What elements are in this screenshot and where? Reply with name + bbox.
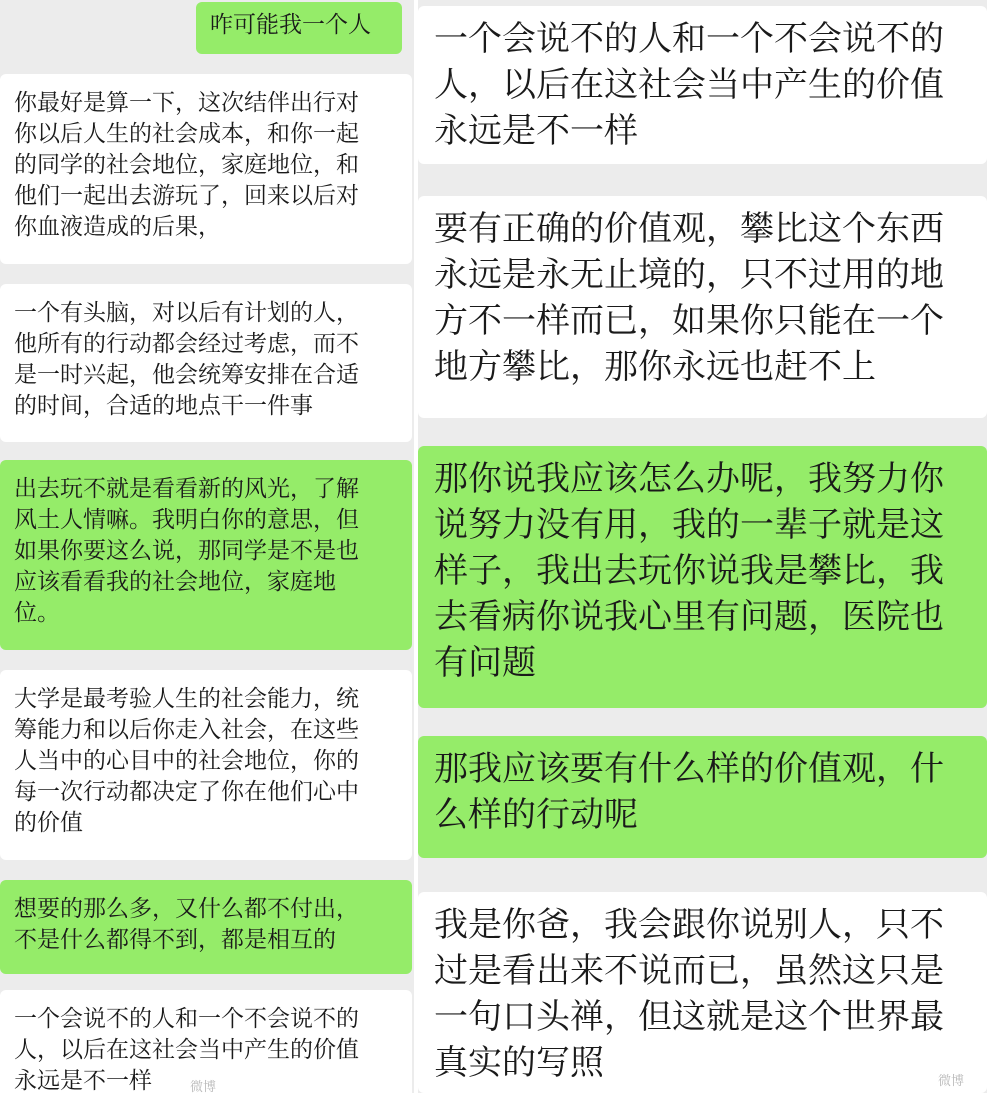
chat-bubble-other: 一个会说不的人和一个不会说不的 人，以后在这社会当中产生的价值 永远是不一样 bbox=[418, 6, 987, 164]
chat-bubble-self: 咋可能我一个人 bbox=[196, 2, 402, 54]
chat-bubble-other: 你最好是算一下，这次结伴出行对 你以后人生的社会成本，和你一起 的同学的社会地位，家庭地位，和 他们一起出去游玩了，回来以后对 你血液造成的后果， bbox=[0, 74, 412, 264]
chat-bubble-other: 要有正确的价值观，攀比这个东西 永远是永无止境的，只不过用的地 方不一样而已，如果你只能在一个 地方攀比，那你永远也赶不上 bbox=[418, 196, 987, 418]
right-screenshot-panel bbox=[418, 0, 987, 1093]
chat-bubble-other: 一个会说不的人和一个不会说不的 人，以后在这社会当中产生的价值 永远是不一样 bbox=[0, 990, 412, 1093]
chat-bubble-other: 一个有头脑，对以后有计划的人， 他所有的行动都会经过考虑，而不 是一时兴起，他会统筹安排在合适 的时间，合适的地点干一件事 bbox=[0, 284, 412, 442]
watermark-text: 微博 bbox=[190, 1080, 217, 1093]
chat-bubble-other: 我是你爸，我会跟你说别人，只不 过是看出来不说而已，虽然这只是 一句口头禅，但这就是这个世界最 真实的写照 bbox=[418, 892, 987, 1093]
chat-bubble-self: 出去玩不就是看看新的风光，了解 风土人情嘛。我明白你的意思，但 如果你要这么说，那同学是不是也 应该看看我的社会地位，家庭地 位。 bbox=[0, 460, 412, 650]
chat-bubble-self: 想要的那么多，又什么都不付出， 不是什么都得不到，都是相互的 bbox=[0, 880, 412, 974]
chat-bubble-other: 大学是最考验人生的社会能力，统 筹能力和以后你走入社会，在这些 人当中的心目中的社会地位，你的 每一次行动都决定了你在他们心中 的价值 bbox=[0, 670, 412, 860]
watermark-text: 微博 bbox=[938, 1074, 965, 1089]
chat-bubble-self: 那我应该要有什么样的价值观，什 么样的行动呢 bbox=[418, 736, 987, 858]
chat-bubble-self: 那你说我应该怎么办呢，我努力你 说努力没有用，我的一辈子就是这 样子，我出去玩你说我是攀比，我 去看病你说我心里有问题，医院也 有问题 bbox=[418, 446, 987, 708]
left-screenshot-panel bbox=[0, 0, 414, 1093]
